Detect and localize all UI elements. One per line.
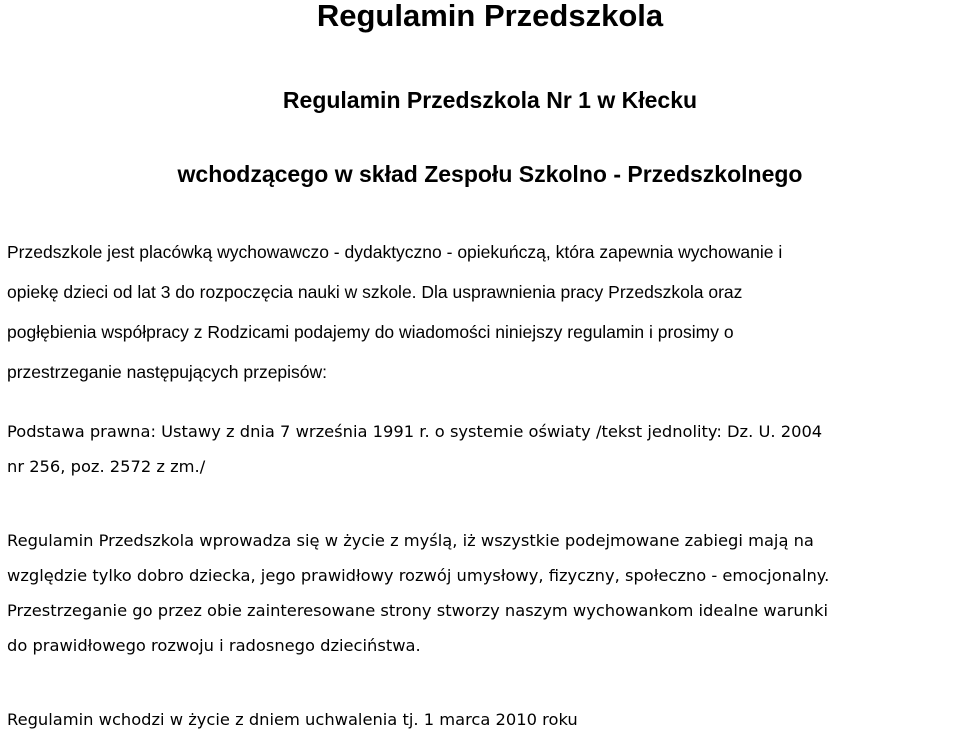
purpose-paragraph [7,523,829,663]
purpose-line: do prawidłowego rozwoju i radosnego dzieciństwa. [7,636,421,655]
document-subtitle-institution: Regulamin Przedszkola Nr 1 w Kłecku [282,87,698,113]
intro-line: opiekę dzieci od lat 3 do rozpoczęcia nauki w szkole. Dla usprawnienia pracy Przedszkola oraz [7,282,743,302]
intro-line: Przedszkole jest placówką wychowawczo - dydaktyczno - opiekuńczą, która zapewnia wychowanie i [7,242,783,262]
effective-date-line: Regulamin wchodzi w życie z dniem uchwalenia tj. 1 marca 2010 roku [7,710,578,729]
purpose-line: Przestrzeganie go przez obie zainteresowane strony stworzy naszym wychowankom idealne warunki [7,601,829,620]
document-subtitle-affiliation: wchodzącego w skład Zespołu Szkolno - Przedszkolnego [177,161,803,187]
legal-basis-paragraph [7,414,822,484]
legal-basis-line: Podstawa prawna: Ustawy z dnia 7 września 1991 r. o systemie oświaty /tekst jednolity: Dz. U. 2004 [7,422,823,441]
legal-basis-line: nr 256, poz. 2572 z zm./ [7,457,206,476]
document-title: Regulamin Przedszkola [316,0,664,33]
effective-date-paragraph [7,702,578,737]
intro-line: pogłębienia współpracy z Rodzicami podajemy do wiadomości niniejszy regulamin i prosimy o [7,322,734,342]
purpose-line: Regulamin Przedszkola wprowadza się w życie z myślą, iż wszystkie podejmowane zabiegi mają na [7,531,814,550]
intro-line: przestrzeganie następujących przepisów: [7,362,328,382]
intro-paragraph [7,232,782,392]
purpose-line: względzie tylko dobro dziecka, jego prawidłowy rozwój umysłowy, fizyczny, społeczno - emocjonalny. [7,566,830,585]
